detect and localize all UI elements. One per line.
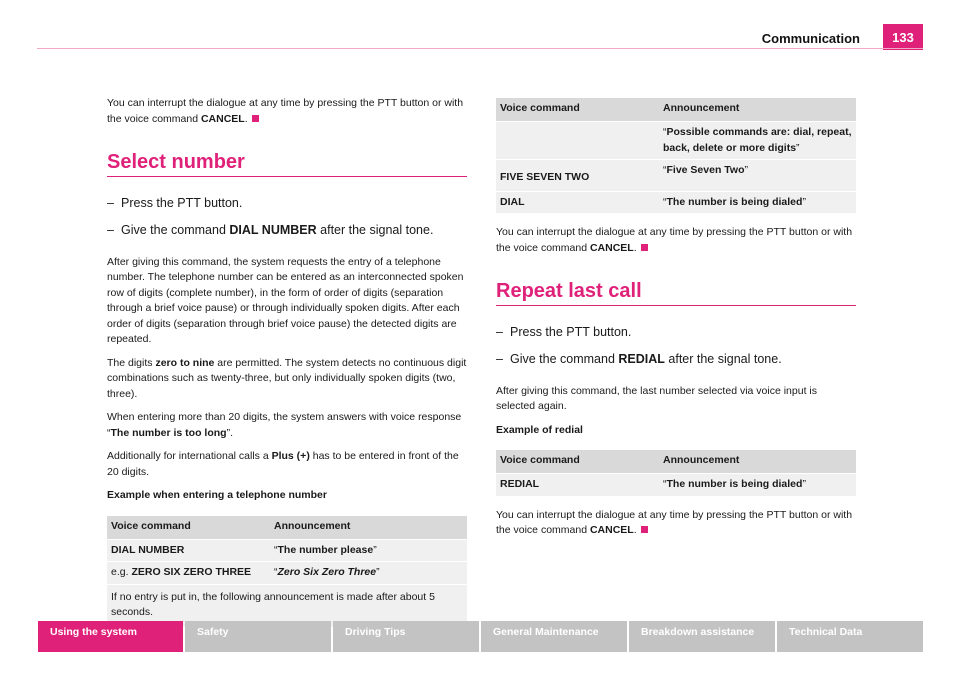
- column-header: Voice command: [496, 450, 659, 474]
- cancel-command: CANCEL: [589, 524, 634, 536]
- section-end-icon: [641, 526, 648, 533]
- table-row: [496, 122, 856, 160]
- right-column: [496, 98, 856, 539]
- table-row: [496, 474, 856, 496]
- command: DIAL: [500, 195, 525, 208]
- page-number: 133: [883, 24, 923, 50]
- table-row: [107, 562, 467, 585]
- quote: ”: [376, 566, 380, 578]
- step-text: Press the PTT button.: [121, 195, 243, 210]
- table-cell: [496, 191, 659, 213]
- intro-paragraph: [107, 96, 467, 127]
- column-header: Announcement: [659, 450, 856, 474]
- announcement: The number is being dialed: [666, 195, 803, 208]
- interrupt-paragraph: [496, 225, 856, 256]
- announcement: Zero Six Zero Three: [277, 566, 377, 578]
- text: .: [633, 241, 637, 254]
- quote: “: [274, 543, 278, 556]
- chapter-nav: [38, 621, 923, 652]
- bold-text: Plus (+): [271, 450, 310, 462]
- redial-command-table: [496, 450, 856, 496]
- example-heading: Example when entering a telephone number: [107, 489, 327, 501]
- select-number-heading: Select number: [107, 155, 467, 177]
- announcement: The number please: [277, 543, 374, 556]
- step-2: [107, 222, 467, 238]
- body-paragraph-3: [107, 410, 467, 441]
- redial-command: REDIAL: [618, 351, 665, 366]
- command: REDIAL: [500, 478, 540, 490]
- step-dash: –: [496, 351, 503, 366]
- table-cell: [270, 562, 467, 585]
- announcement: Possible commands are: dial, repeat, back, delete or more digits: [663, 126, 852, 154]
- column-header: Voice command: [107, 516, 270, 540]
- intro-end: .: [244, 112, 248, 125]
- quote: ”: [802, 195, 806, 208]
- tab-driving-tips[interactable]: Driving Tips: [333, 621, 479, 652]
- table-cell: [496, 122, 659, 160]
- step-1: [107, 195, 467, 211]
- table-cell: [659, 191, 856, 213]
- text: .: [633, 524, 637, 536]
- intro-text: You can interrupt the dialogue at any time by pressing the PTT button or with the voice command: [107, 97, 464, 125]
- body-paragraph-1: After giving this command, the system requests the entry of a telephone number. The telephone number can be entered as an interconnected spoken row of digits (complete number), in the form of order of digits (separation through a brief voice pause) or through individually spoken digits. After each order of digits (separation through brief voice pause) the detected digits are repeated.: [107, 255, 464, 345]
- text: are permitted. The system detects no continuous digit combinations such as twenty-three, but only individually spoken digits (two, three).: [107, 356, 467, 400]
- table-row: [496, 160, 856, 192]
- table-cell: [659, 160, 856, 192]
- tab-breakdown-assistance[interactable]: Breakdown assistance: [629, 621, 775, 652]
- text: You can interrupt the dialogue at any time by pressing the PTT button or with the voice command: [496, 226, 853, 254]
- step-dash: –: [107, 222, 114, 237]
- text: ”.: [226, 426, 234, 439]
- tab-technical-data[interactable]: Technical Data: [777, 621, 923, 652]
- voice-command-table: [107, 516, 467, 627]
- command: ZERO SIX ZERO THREE: [131, 566, 252, 578]
- prefix: e.g.: [111, 566, 132, 578]
- column-header: Voice command: [496, 98, 659, 122]
- column-header: Announcement: [659, 98, 856, 122]
- table-cell: [107, 539, 270, 562]
- body-paragraph-2: [107, 356, 467, 403]
- bold-text: zero to nine: [155, 356, 215, 369]
- step-1: [496, 324, 856, 340]
- voice-command-table-continued: [496, 98, 856, 213]
- quote: ”: [373, 543, 377, 556]
- quote: “: [663, 195, 667, 208]
- quote: “: [663, 164, 667, 176]
- left-column: [107, 96, 467, 627]
- table-cell: [496, 474, 659, 496]
- command: DIAL NUMBER: [111, 543, 185, 556]
- body-paragraph-4: [107, 449, 467, 480]
- table-cell: [270, 539, 467, 562]
- tab-using-the-system[interactable]: Using the system: [38, 621, 183, 652]
- table-cell: [496, 160, 659, 192]
- table-row: [107, 539, 467, 562]
- section-end-icon: [641, 244, 648, 251]
- example-heading: Example of redial: [496, 423, 583, 436]
- tab-safety[interactable]: Safety: [185, 621, 331, 652]
- quote: “: [663, 478, 667, 490]
- quote: “: [274, 566, 278, 578]
- header-rule: [37, 48, 923, 49]
- text: When entering more than 20 digits, the system answers with voice response “: [107, 411, 462, 439]
- column-header: Announcement: [270, 516, 467, 540]
- quote: “: [663, 126, 667, 138]
- cancel-command: CANCEL: [589, 241, 634, 254]
- announcement: Five Seven Two: [666, 164, 745, 176]
- command: FIVE SEVEN TWO: [500, 171, 590, 183]
- repeat-last-call-heading: Repeat last call: [496, 284, 856, 306]
- announcement: The number is being dialed: [666, 478, 803, 490]
- step-2: [496, 351, 856, 367]
- text: The digits: [107, 356, 156, 369]
- step-text-end: after the signal tone.: [316, 222, 434, 237]
- quote: ”: [802, 478, 806, 490]
- table-note: If no entry is put in, the following announcement is made after about 5 seconds.: [107, 584, 467, 627]
- tab-general-maintenance[interactable]: General Maintenance: [481, 621, 627, 652]
- interrupt-paragraph-2: [496, 508, 856, 539]
- table-header-row: [107, 516, 467, 540]
- step-text-end: after the signal tone.: [664, 351, 782, 366]
- step-dash: –: [496, 324, 503, 339]
- table-header-row: [496, 450, 856, 474]
- step-text: Give the command: [510, 351, 619, 366]
- body-paragraph: After giving this command, the last number selected via voice input is selected again.: [496, 384, 817, 412]
- bold-text: The number is too long: [110, 426, 227, 439]
- table-row: [496, 191, 856, 213]
- dial-number-command: DIAL NUMBER: [229, 222, 317, 237]
- table-cell: [107, 562, 270, 585]
- text: has to be entered in front of the 20 digits.: [107, 450, 459, 478]
- step-text: Give the command: [121, 222, 230, 237]
- section-end-icon: [252, 115, 259, 122]
- quote: ”: [744, 164, 748, 176]
- step-dash: –: [107, 195, 114, 210]
- step-text: Press the PTT button.: [510, 324, 632, 339]
- cancel-command: CANCEL: [200, 112, 245, 125]
- table-cell: [659, 474, 856, 496]
- text: You can interrupt the dialogue at any time by pressing the PTT button or with the voice command: [496, 508, 853, 536]
- text: Additionally for international calls a: [107, 450, 272, 462]
- section-title: Communication: [761, 31, 860, 46]
- table-header-row: [496, 98, 856, 122]
- table-cell: [659, 122, 856, 160]
- quote: ”: [796, 141, 800, 154]
